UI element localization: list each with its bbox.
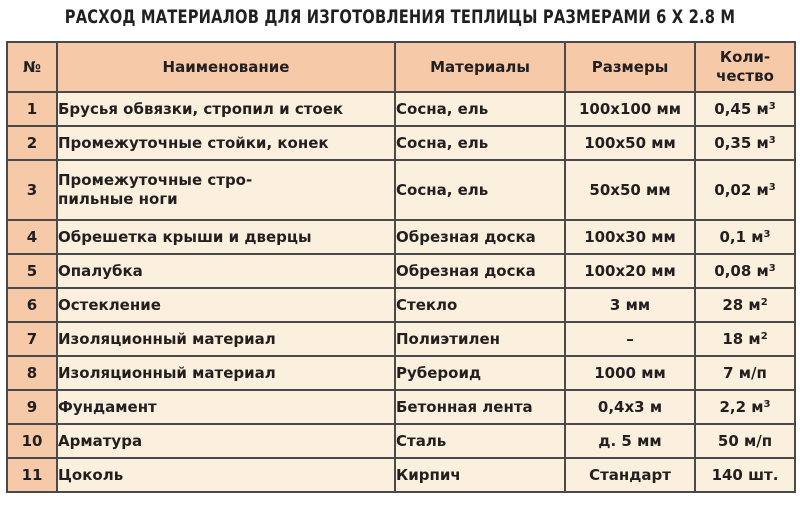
row-size: 3 мм [565, 288, 695, 322]
row-qty-value: 0,35 м [714, 133, 769, 152]
row-qty-value: 28 м [722, 295, 761, 314]
row-name-line2: пильные ноги [58, 190, 178, 208]
row-qty [695, 160, 795, 220]
row-name: Изоляционный материал [57, 356, 395, 390]
row-qty: 140 шт. [695, 458, 795, 492]
row-material: Обрезная доска [395, 254, 565, 288]
header-size: Размеры [565, 42, 695, 92]
unit-exponent: 3 [768, 262, 776, 274]
row-name-line1: Промежуточные стро- [58, 171, 253, 189]
row-qty-value: 0,08 м [714, 261, 769, 280]
row-num: 4 [7, 220, 57, 254]
row-qty [695, 126, 795, 160]
header-qty-line2: чество [716, 67, 774, 85]
row-material: Сосна, ель [395, 126, 565, 160]
row-num: 10 [7, 424, 57, 458]
header-num: № [7, 42, 57, 92]
row-material: Полиэтилен [395, 322, 565, 356]
unit-exponent: 3 [768, 134, 776, 146]
row-name: Арматура [57, 424, 395, 458]
row-size: 0,4х3 м [565, 390, 695, 424]
row-size: Стандарт [565, 458, 695, 492]
row-size: д. 5 мм [565, 424, 695, 458]
row-qty [695, 254, 795, 288]
row-size: 100х100 мм [565, 92, 695, 126]
row-name: Остекление [57, 288, 395, 322]
header-qty-line1: Коли- [719, 48, 771, 66]
row-num: 6 [7, 288, 57, 322]
row-qty-value: 0,1 м [719, 227, 764, 246]
row-material: Сталь [395, 424, 565, 458]
row-name: Брусья обвязки, стропил и стоек [57, 92, 395, 126]
unit-exponent: 3 [763, 228, 771, 240]
row-num: 7 [7, 322, 57, 356]
row-name: Фундамент [57, 390, 395, 424]
table-row [7, 220, 795, 254]
row-material: Рубероид [395, 356, 565, 390]
row-num: 8 [7, 356, 57, 390]
row-qty-value: 18 м [722, 329, 761, 348]
table-row [7, 160, 795, 220]
row-name: Обрешетка крыши и дверцы [57, 220, 395, 254]
unit-exponent: 3 [768, 100, 776, 112]
unit-exponent: 2 [760, 296, 768, 308]
row-qty-value: 2,2 м [719, 397, 764, 416]
row-qty: 50 м/п [695, 424, 795, 458]
table-row [7, 288, 795, 322]
row-qty-value: 0,02 м [714, 180, 769, 199]
materials-table [6, 41, 796, 493]
row-qty [695, 92, 795, 126]
unit-exponent: 2 [760, 330, 768, 342]
row-name [57, 160, 395, 220]
header-qty [695, 42, 795, 92]
row-material: Стекло [395, 288, 565, 322]
row-material: Сосна, ель [395, 160, 565, 220]
table-header-row [7, 42, 795, 92]
row-qty [695, 390, 795, 424]
table-row [7, 126, 795, 160]
row-size: – [565, 322, 695, 356]
row-material: Бетонная лента [395, 390, 565, 424]
row-num: 1 [7, 92, 57, 126]
row-size: 100х30 мм [565, 220, 695, 254]
table-row [7, 92, 795, 126]
row-size: 50х50 мм [565, 160, 695, 220]
row-name: Изоляционный материал [57, 322, 395, 356]
table-row [7, 458, 795, 492]
table-row [7, 390, 795, 424]
row-material: Обрезная доска [395, 220, 565, 254]
row-size: 100х20 мм [565, 254, 695, 288]
row-num: 5 [7, 254, 57, 288]
row-name: Цоколь [57, 458, 395, 492]
row-qty [695, 220, 795, 254]
row-size: 1000 мм [565, 356, 695, 390]
header-material: Материалы [395, 42, 565, 92]
row-qty-value: 0,45 м [714, 99, 769, 118]
row-num: 3 [7, 160, 57, 220]
table-row [7, 254, 795, 288]
row-num: 11 [7, 458, 57, 492]
page-title: РАСХОД МАТЕРИАЛОВ ДЛЯ ИЗГОТОВЛЕНИЯ ТЕПЛИЦЫ РАЗМЕРАМИ 6 Х 2.8 М [64, 6, 736, 28]
unit-exponent: 3 [763, 398, 771, 410]
row-name: Промежуточные стойки, конек [57, 126, 395, 160]
unit-exponent: 3 [768, 181, 776, 193]
row-name: Опалубка [57, 254, 395, 288]
table-row [7, 356, 795, 390]
row-qty [695, 288, 795, 322]
row-num: 2 [7, 126, 57, 160]
row-num: 9 [7, 390, 57, 424]
header-name: Наименование [57, 42, 395, 92]
table-row [7, 322, 795, 356]
table-row [7, 424, 795, 458]
row-material: Сосна, ель [395, 92, 565, 126]
row-qty [695, 322, 795, 356]
row-qty: 7 м/п [695, 356, 795, 390]
row-material: Кирпич [395, 458, 565, 492]
row-size: 100х50 мм [565, 126, 695, 160]
